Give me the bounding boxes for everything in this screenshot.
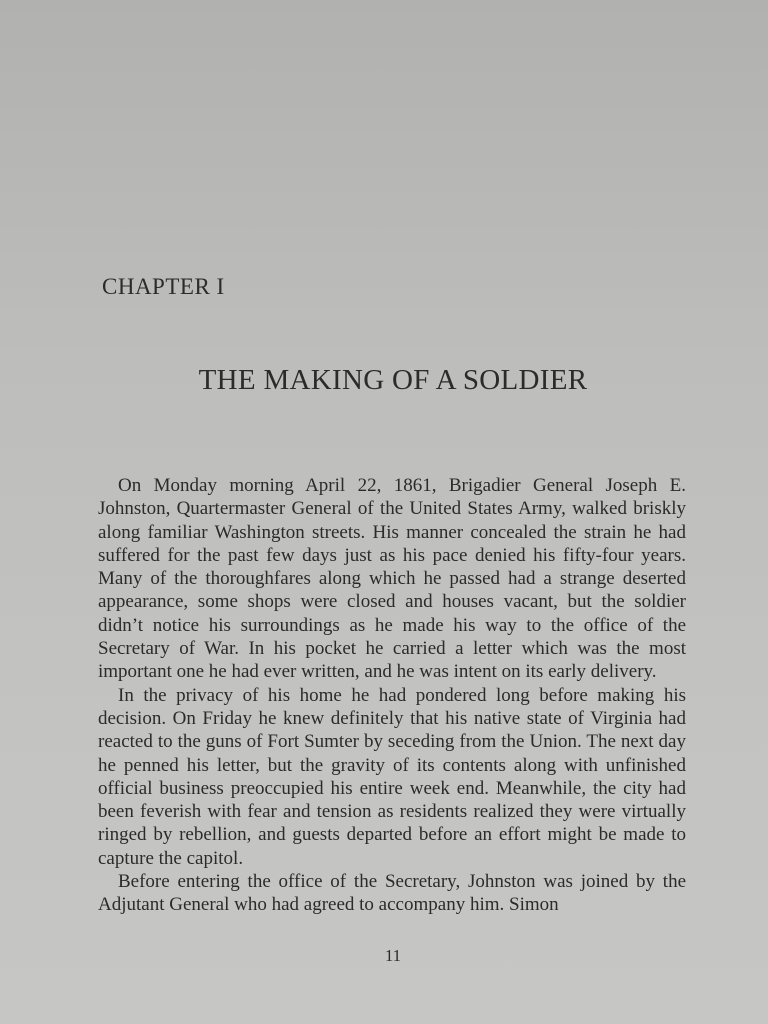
chapter-body [98,474,686,917]
chapter-label: CHAPTER I [102,274,225,299]
page-number: 11 [384,946,402,965]
paragraph-1: On Monday morning April 22, 1861, Brigadier General Joseph E. Johnston, Quartermaster General of the United States Army, walked briskly along familiar Washington streets. His manner concealed the strain he had suffered for the past few days just as his pace denied his fifty-four years. Many of the thoroughfares along which he passed had a strange deserted appearance, some shops were closed and houses vacant, but the soldier didn’t notice his surroundings as he made his way to the office of the Secretary of War. In his pocket he carried a letter which was the most important one he had ever written, and he was intent on its early delivery. [98,475,686,683]
paragraph-2: In the privacy of his home he had pondered long before making his decision. On Friday he knew definitely that his native state of Virginia had reacted to the guns of Fort Sumter by seceding from the Union. The next day he penned his letter, but the gravity of its contents along with unfinished official business preoccupied his entire week end. Meanwhile, the city had been feverish with fear and tension as residents realized they were virtually ringed by rebellion, and guests departed before an effort might be made to capture the capitol. [98,684,686,869]
paragraph-3: Before entering the office of the Secretary, Johnston was joined by the Adjutant General who had agreed to accompany him. Simon [98,871,686,916]
chapter-title: THE MAKING OF A SOLDIER [198,364,588,396]
